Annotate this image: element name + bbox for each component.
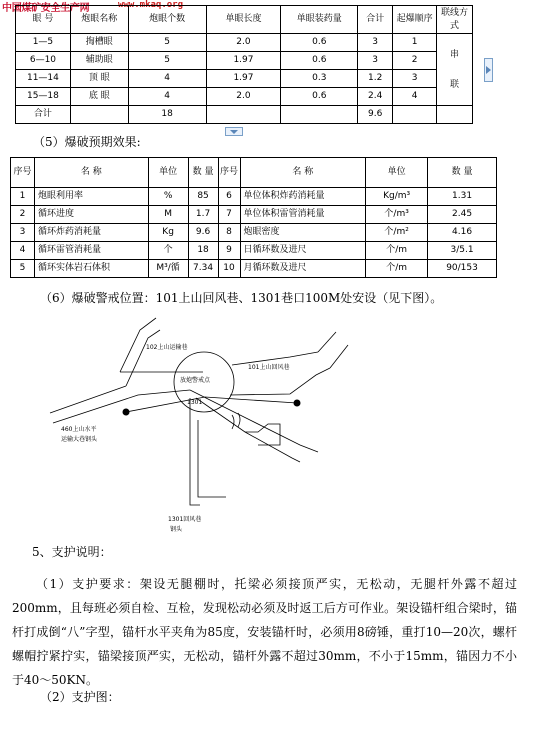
support-diagram-heading: （2）支护图： <box>40 690 120 704</box>
table-cell: 炮眼密度 <box>240 224 366 242</box>
total-charge: 9.6 <box>358 106 393 124</box>
label-left-roadway-2: 运输大巷钢头 <box>61 436 98 443</box>
table-cell: 个/m <box>366 260 428 278</box>
table-cell: 5 <box>11 260 35 278</box>
table-cell: 2.0 <box>206 88 281 106</box>
roadway-1301-lower <box>196 398 300 462</box>
table-cell: 4.16 <box>428 224 497 242</box>
roadway-101-branch-b <box>330 345 348 368</box>
header-cell: 序号 <box>11 158 35 188</box>
table-cell: 5 <box>128 34 206 52</box>
table-cell: 月循环数及进尺 <box>240 260 366 278</box>
table-cell: 3 <box>358 52 393 70</box>
header-cell: 炮眼名称 <box>70 6 128 34</box>
total-label: 合计 <box>16 106 71 124</box>
warning-point-left <box>123 409 130 416</box>
header-cell: 名 称 <box>240 158 366 188</box>
table-cell: 1.97 <box>206 52 281 70</box>
table-cell: 循环炸药消耗量 <box>34 224 148 242</box>
table-cell: 3 <box>358 34 393 52</box>
table-cell: 1 <box>11 188 35 206</box>
table-cell: 6 <box>218 188 240 206</box>
table-cell: 3/5.1 <box>428 242 497 260</box>
table-cell: 单位体积雷管消耗量 <box>240 206 366 224</box>
header-cell: 单眼长度 <box>206 6 281 34</box>
table-cell: 6—10 <box>16 52 71 70</box>
header-cell: 联线方式 <box>437 6 473 34</box>
table-cell: 7.34 <box>188 260 218 278</box>
table-cell: 1—5 <box>16 34 71 52</box>
header-cell: 单眼装药量 <box>281 6 358 34</box>
table-cell: 1.2 <box>358 70 393 88</box>
table-cell: 日循环数及进尺 <box>240 242 366 260</box>
table-cell: 0.6 <box>281 34 358 52</box>
roadway-down-left <box>190 398 200 505</box>
roadway-102-inner <box>126 330 160 386</box>
label-bottom-2: 钢头 <box>170 526 183 533</box>
table-cell: 循环进度 <box>34 206 148 224</box>
header-cell: 名 称 <box>34 158 148 188</box>
roadway-left-lower <box>53 390 190 423</box>
table-cell: 7 <box>218 206 240 224</box>
caption-expected-effect: （5）爆破预期效果: <box>33 135 141 149</box>
header-cell: 数 量 <box>188 158 218 188</box>
label-left-roadway-1: 460上山水平 <box>61 426 97 433</box>
table-cell: 顶 眼 <box>70 70 128 88</box>
roadway-101-lower <box>230 368 330 395</box>
caption-warning-position: （6）爆破警戒位置：101上山回风巷、1301巷口100M处安设（见下图）。 <box>40 291 443 305</box>
table-cell: M³/循 <box>148 260 188 278</box>
table-cell: 掏槽眼 <box>70 34 128 52</box>
roadway-1301-upper <box>190 390 318 452</box>
roadway-left-upper <box>50 386 126 413</box>
label-1301-face: 1301 <box>187 399 203 406</box>
warning-line <box>126 397 297 412</box>
table-cell: 2.45 <box>428 206 497 224</box>
table-cell: 10 <box>218 260 240 278</box>
header-cell: 合计 <box>358 6 393 34</box>
table-cell: 炮眼利用率 <box>34 188 148 206</box>
table-cell: 5 <box>128 52 206 70</box>
header-cell: 眼 号 <box>16 6 71 34</box>
connection-text-1: 串 <box>450 49 460 60</box>
connection-text-2: 联 <box>450 79 460 90</box>
watermark-url: www.mkaq.org <box>118 0 184 10</box>
warning-point-right <box>294 400 301 407</box>
total-count: 18 <box>128 106 206 124</box>
table-cell: 个 <box>148 242 188 260</box>
table-cell: 9 <box>218 242 240 260</box>
header-cell: 序号 <box>218 158 240 188</box>
table-cell: 3 <box>393 70 437 88</box>
table-cell: 1.97 <box>206 70 281 88</box>
table-cell: 90/153 <box>428 260 497 278</box>
table-cell: 11—14 <box>16 70 71 88</box>
table-cell: 85 <box>188 188 218 206</box>
table-cell: 底 眼 <box>70 88 128 106</box>
table-cell: 3 <box>11 224 35 242</box>
table-cell: 单位体积炸药消耗量 <box>240 188 366 206</box>
table-cell: 个/m² <box>366 224 428 242</box>
table-cell: Kg <box>148 224 188 242</box>
table-cell: 循环实体岩石体积 <box>34 260 148 278</box>
header-cell: 炮眼个数 <box>128 6 206 34</box>
table-cell: % <box>148 188 188 206</box>
label-blast-point: 放炮警戒点 <box>180 377 211 384</box>
table-cell: 2.4 <box>358 88 393 106</box>
table-cell: M <box>148 206 188 224</box>
roadway-101-branch-a <box>318 332 336 352</box>
table-cell: 1 <box>393 34 437 52</box>
label-bottom-1: 1301回风巷 <box>168 516 202 523</box>
label-101-return: 101上山回风巷 <box>248 364 290 371</box>
table-cell: 4 <box>128 70 206 88</box>
table-cell: 辅助眼 <box>70 52 128 70</box>
header-cell: 单位 <box>366 158 428 188</box>
table-cell: 0.3 <box>281 70 358 88</box>
label-102-roadway: 102上山运输巷 <box>146 344 188 351</box>
table-cell: 1.31 <box>428 188 497 206</box>
table-cell: 9.6 <box>188 224 218 242</box>
table-cell: Kg/m³ <box>366 188 428 206</box>
support-requirements <box>12 572 517 692</box>
header-cell: 单位 <box>148 158 188 188</box>
table-cell: 1.7 <box>188 206 218 224</box>
table-cell: 4 <box>128 88 206 106</box>
table-cell: 8 <box>218 224 240 242</box>
door-mark-1 <box>232 415 234 429</box>
table-cell: 4 <box>11 242 35 260</box>
table-cell: 2 <box>11 206 35 224</box>
support-paragraph: （1）支护要求：架设无腿棚时，托梁必须接顶严实，无松动，无腿杆外露不超过200mm，且每班必须自检、互检，发现松动必须及时返工后方可作业。架设锚杆组合梁时，锚杆打成倒“八”字型，锚杆水平夹角为85度，安装锚杆时，必须用8磅锤，重打10—20次，螺杆螺帽拧紧拧实，锚梁接顶严实，无松动，锚杆外露不超过30mm，不小于15mm，锚因力不小于40～50KN。 <box>12 577 517 687</box>
table-cell: 4 <box>393 88 437 106</box>
table-cell: 个/m³ <box>366 206 428 224</box>
section5-title: 5、支护说明： <box>32 545 112 559</box>
table-cell: 18 <box>188 242 218 260</box>
watermark-site-name: 中国煤矿安全生产网 <box>2 3 90 14</box>
header-cell: 起爆顺序 <box>393 6 437 34</box>
roadway-down-right <box>198 420 226 497</box>
table-cell: 2 <box>393 52 437 70</box>
table-cell: 0.6 <box>281 88 358 106</box>
table-cell: 0.6 <box>281 52 358 70</box>
table-cell: 循环雷管消耗量 <box>34 242 148 260</box>
table-cell: 2.0 <box>206 34 281 52</box>
header-cell: 数 量 <box>428 158 497 188</box>
table-cell: 15—18 <box>16 88 71 106</box>
table-cell: 个/m <box>366 242 428 260</box>
